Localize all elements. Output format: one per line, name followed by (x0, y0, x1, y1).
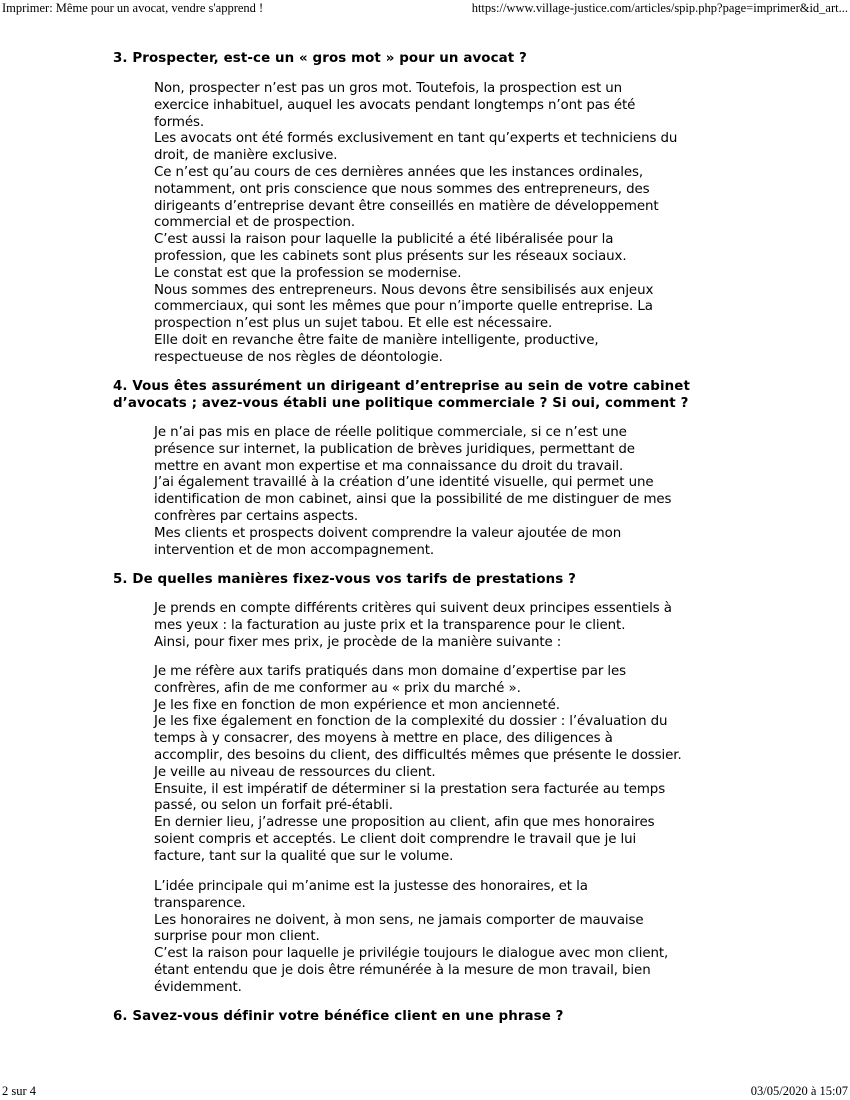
answer-line: accomplir, des besoins du client, des difficultés mêmes que présente le dossier. (154, 747, 682, 763)
answer-line: Les avocats ont été formés exclusivement en tant qu’experts et techniciens du (154, 131, 678, 147)
answer-line: Non, prospecter n’est pas un gros mot. Toutefois, la prospection est un (154, 81, 623, 96)
answer-line: Je prends en compte différents critères qui suivent deux principes essentiels à (154, 601, 672, 616)
answer-line: Le constat est que la profession se modernise. (154, 265, 462, 281)
answer-line: droit, de manière exclusive. (154, 148, 338, 164)
answer-line: formés. (154, 114, 204, 130)
answer-paragraph (154, 664, 714, 866)
answer-line: commercial et de prospection. (154, 215, 356, 231)
answer-line: Ce n’est qu’au cours de ces dernières années que les instances ordinales, (154, 164, 644, 180)
answer-line: dirigeants d’entreprise devant être conseillés en matière de développement (154, 198, 659, 214)
answer-line: Nous sommes des entrepreneurs. Nous devons être sensibilisés aux enjeux (154, 282, 654, 298)
section-question: 3. Prospecter, est-ce un « gros mot » pour un avocat ? (113, 51, 527, 66)
section-question: 4. Vous êtes assurément un dirigeant d’entreprise au sein de votre cabinet d’avocats ; avez-vous établi une politique commerciale ? Si oui, comment ? (113, 379, 690, 411)
answer-line: exercice inhabituel, auquel les avocats pendant longtemps n’ont pas été (154, 97, 636, 113)
answer-line: Je n’ai pas mis en place de réelle politique commerciale, si ce n’est une (154, 425, 627, 440)
answer-line: profession, que les cabinets sont plus présents sur les réseaux sociaux. (154, 248, 627, 264)
answer-line: prospection n’est plus un sujet tabou. Et elle est nécessaire. (154, 316, 553, 332)
page-number: 2 sur 4 (2, 1084, 37, 1098)
print-datetime: 03/05/2020 à 15:07 (750, 1084, 848, 1098)
answer-line: confrères, afin de me conformer au « prix du marché ». (154, 680, 521, 696)
answer-line: C’est la raison pour laquelle je privilégie toujours le dialogue avec mon client, (154, 946, 669, 962)
answer-line: Je les fixe également en fonction de la complexité du dossier : l’évaluation du (154, 714, 668, 730)
answer-line: étant entendu que je dois être rémunérée à la mesure de mon travail, bien (154, 962, 651, 978)
section-question: 6. Savez-vous définir votre bénéfice client en une phrase ? (113, 1009, 564, 1024)
answer-line: Je me réfère aux tarifs pratiqués dans mon domaine d’expertise par les (154, 664, 627, 679)
answer-line: transparence. (154, 895, 246, 911)
answer-line: passé, ou selon un forfait pré-établi. (154, 798, 393, 814)
answer-line: Mes clients et prospects doivent comprendre la valeur ajoutée de mon (154, 525, 622, 541)
answer-line: Elle doit en revanche être faite de manière intelligente, productive, (154, 332, 599, 348)
answer-paragraph (154, 425, 714, 559)
answer-line: mettre en avant mon expertise et ma connaissance du droit du travail. (154, 458, 624, 474)
answer-paragraph (154, 81, 714, 367)
answer-line: surprise pour mon client. (154, 929, 320, 945)
answer-line: évidemment. (154, 979, 242, 995)
section-question: 5. De quelles manières fixez-vous vos tarifs de prestations ? (113, 572, 576, 587)
answer-line: intervention et de mon accompagnement. (154, 542, 435, 558)
answer-line: notamment, ont pris conscience que nous sommes des entrepreneurs, des (154, 181, 650, 197)
answer-line: identification de mon cabinet, ainsi que la possibilité de me distinguer de mes (154, 492, 672, 508)
answer-line: Les honoraires ne doivent, à mon sens, ne jamais comporter de mauvaise (154, 912, 644, 928)
answer-line: facture, tant sur la qualité que sur le volume. (154, 848, 454, 864)
answer-line: J’ai également travaillé à la création d’une identité visuelle, qui permet une (154, 475, 654, 491)
answer-line: commerciaux, qui sont les mêmes que pour n’importe quelle entreprise. La (154, 299, 653, 315)
answer-line: présence sur internet, la publication de brèves juridiques, permettant de (154, 441, 635, 457)
answer-paragraph (154, 879, 714, 997)
print-page-title: Imprimer: Même pour un avocat, vendre s'apprend ! (2, 1, 264, 15)
answer-line: En dernier lieu, j’adresse une proposition au client, afin que mes honoraires (154, 815, 655, 831)
print-page-url: https://www.village-justice.com/articles/spip.php?page=imprimer&id_art... (471, 1, 848, 15)
answer-line: soient compris et acceptés. Le client doit comprendre le travail que je lui (154, 831, 637, 847)
answer-line: confrères par certains aspects. (154, 508, 359, 524)
answer-line: respectueuse de nos règles de déontologie. (154, 349, 443, 365)
answer-line: L’idée principale qui m’anime est la justesse des honoraires, et la (154, 879, 588, 894)
answer-paragraph (154, 601, 714, 651)
answer-line: mes yeux : la facturation au juste prix et la transparence pour le client. (154, 617, 626, 633)
answer-line: Je veille au niveau de ressources du client. (154, 764, 436, 780)
answer-line: Ainsi, pour fixer mes prix, je procède de la manière suivante : (154, 634, 562, 650)
answer-line: Ensuite, il est impératif de déterminer si la prestation sera facturée au temps (154, 781, 666, 797)
answer-line: C’est aussi la raison pour laquelle la publicité a été libéralisée pour la (154, 232, 614, 248)
answer-line: Je les fixe en fonction de mon expérience et mon ancienneté. (154, 697, 560, 713)
answer-line: temps à y consacrer, des moyens à mettre en place, des diligences à (154, 731, 613, 747)
